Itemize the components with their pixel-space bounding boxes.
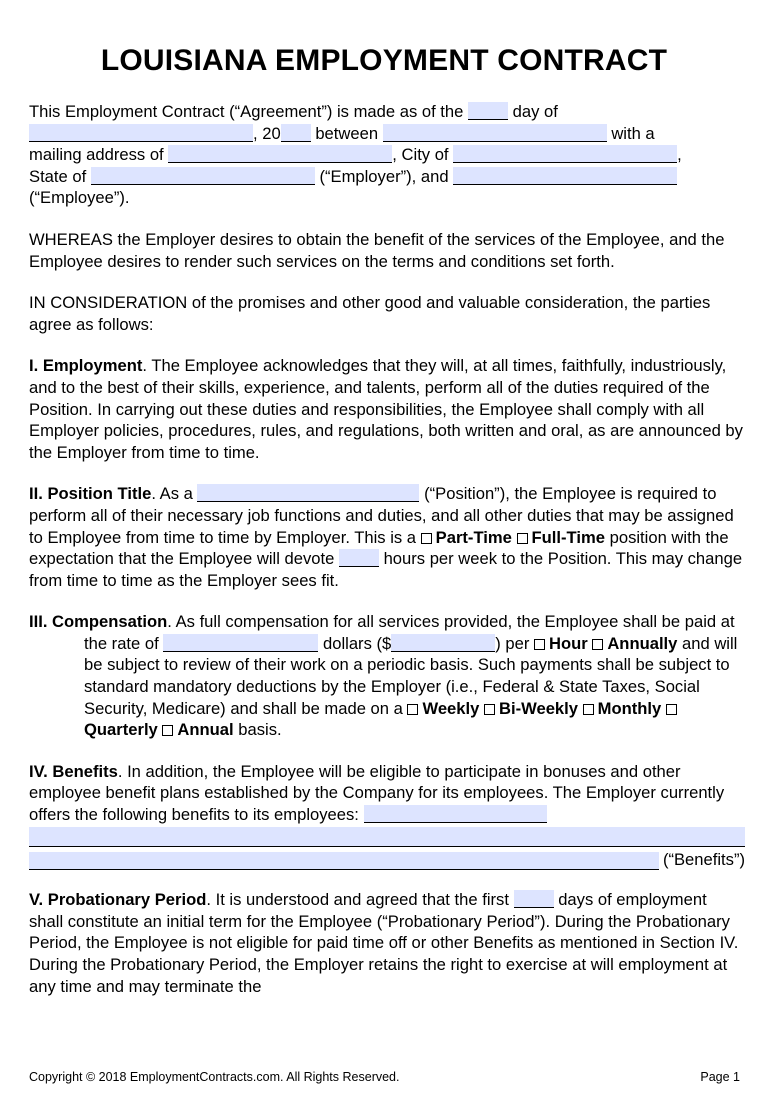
- contract-body: [29, 101, 745, 1017]
- section-benefits: IV. Benefits. In addition, the Employee will be eligible to participate in bonuses and other employee benefit plans established by the Company for its employees. The Employer currently offers the following benefits to its employees: (“Benefits”): [29, 761, 745, 869]
- day-field[interactable]: [468, 102, 508, 120]
- benefits-field-2[interactable]: [29, 827, 745, 847]
- section-probationary-period: V. Probationary Period. It is understood and agreed that the first days of employment shall constitute an initial term for the Employee (“Probationary Period”). During the Probationary Period, the Employee is not eligible for paid time off or other Benefits as mentioned in Section IV. During the Probationary Period, the Employer retains the right to exercise at will employment at any time and may terminate the: [29, 890, 739, 996]
- page-footer: [29, 1070, 740, 1084]
- whereas-paragraph: WHEREAS the Employer desires to obtain the benefit of the services of the Employee, and the Employee desires to render such services on the terms and conditions set forth.: [29, 229, 725, 271]
- mailing-address-field[interactable]: [168, 145, 392, 163]
- annual-checkbox[interactable]: [162, 725, 173, 736]
- employee-name-field[interactable]: [453, 167, 677, 185]
- section-heading: IV. Benefits: [29, 761, 118, 781]
- quarterly-checkbox[interactable]: [666, 704, 677, 715]
- city-field[interactable]: [453, 145, 677, 163]
- monthly-checkbox[interactable]: [583, 704, 594, 715]
- section-heading: II. Position Title: [29, 484, 152, 504]
- section-employment: I. Employment. The Employee acknowledges that they will, at all times, faithfully, industriously, and to the best of their skills, experience, and talents, perform all of the duties required of the Position. In carrying out these duties and responsibilities, the Employee shall comply with all Employer policies, procedures, rules, and regulations, both written and oral, as are announced by the Employer from time to time.: [29, 356, 743, 462]
- weekly-checkbox[interactable]: [407, 704, 418, 715]
- employer-name-field[interactable]: [383, 124, 607, 142]
- benefits-last-line: (“Benefits”): [29, 849, 745, 871]
- hour-checkbox[interactable]: [534, 639, 545, 650]
- hours-field[interactable]: [339, 549, 379, 567]
- section-heading: V. Probationary Period: [29, 890, 207, 910]
- part-time-checkbox[interactable]: [421, 533, 432, 544]
- rate-amount-field[interactable]: [391, 634, 495, 652]
- benefits-field-1[interactable]: [364, 805, 547, 823]
- biweekly-checkbox[interactable]: [484, 704, 495, 715]
- intro-paragraph: This Employment Contract (“Agreement”) is made as of the day of , 20 between with a mailing address of , City of , State of (“Employer”), and (“Employee”).: [29, 102, 682, 208]
- page-number: Page 1: [700, 1070, 740, 1084]
- benefits-field-3[interactable]: [29, 852, 659, 870]
- probation-days-field[interactable]: [514, 890, 554, 908]
- section-compensation: III. Compensation. As full compensation for all services provided, the Employee shall be paid at the rate of dollars ($ ) per Hour Annually and will be subject to review of their work on a periodic basis. Such payments shall be subject to standard mandatory deductions by the Employer (i.e., Federal & State Taxes, Social Security, Medicare) and shall be made on a Weekly Bi-Weekly Monthly Quarterly Annual basis.: [29, 612, 738, 740]
- section-heading: I. Employment: [29, 356, 143, 376]
- month-field[interactable]: [29, 124, 253, 142]
- copyright-text: Copyright © 2018 EmploymentContracts.com. All Rights Reserved.: [29, 1070, 400, 1084]
- consideration-paragraph: IN CONSIDERATION of the promises and other good and valuable consideration, the parties agree as follows:: [29, 293, 711, 334]
- document-title: LOUISIANA EMPLOYMENT CONTRACT: [100, 44, 668, 77]
- section-position-title: II. Position Title. As a (“Position”), the Employee is required to perform all of their necessary job functions and duties, and all other duties that may be assigned to Employee from time to time by Employer. This is a Part-Time Full-Time position with the expectation that the Employee will devote hours per week to the Position. This may change from time to time as the Employer sees fit.: [29, 484, 743, 590]
- year-field[interactable]: [281, 124, 311, 142]
- state-field[interactable]: [91, 167, 315, 185]
- annually-checkbox[interactable]: [592, 639, 603, 650]
- position-field[interactable]: [197, 484, 419, 502]
- rate-words-field[interactable]: [163, 634, 318, 652]
- full-time-checkbox[interactable]: [517, 533, 528, 544]
- section-heading: III. Compensation: [29, 612, 168, 632]
